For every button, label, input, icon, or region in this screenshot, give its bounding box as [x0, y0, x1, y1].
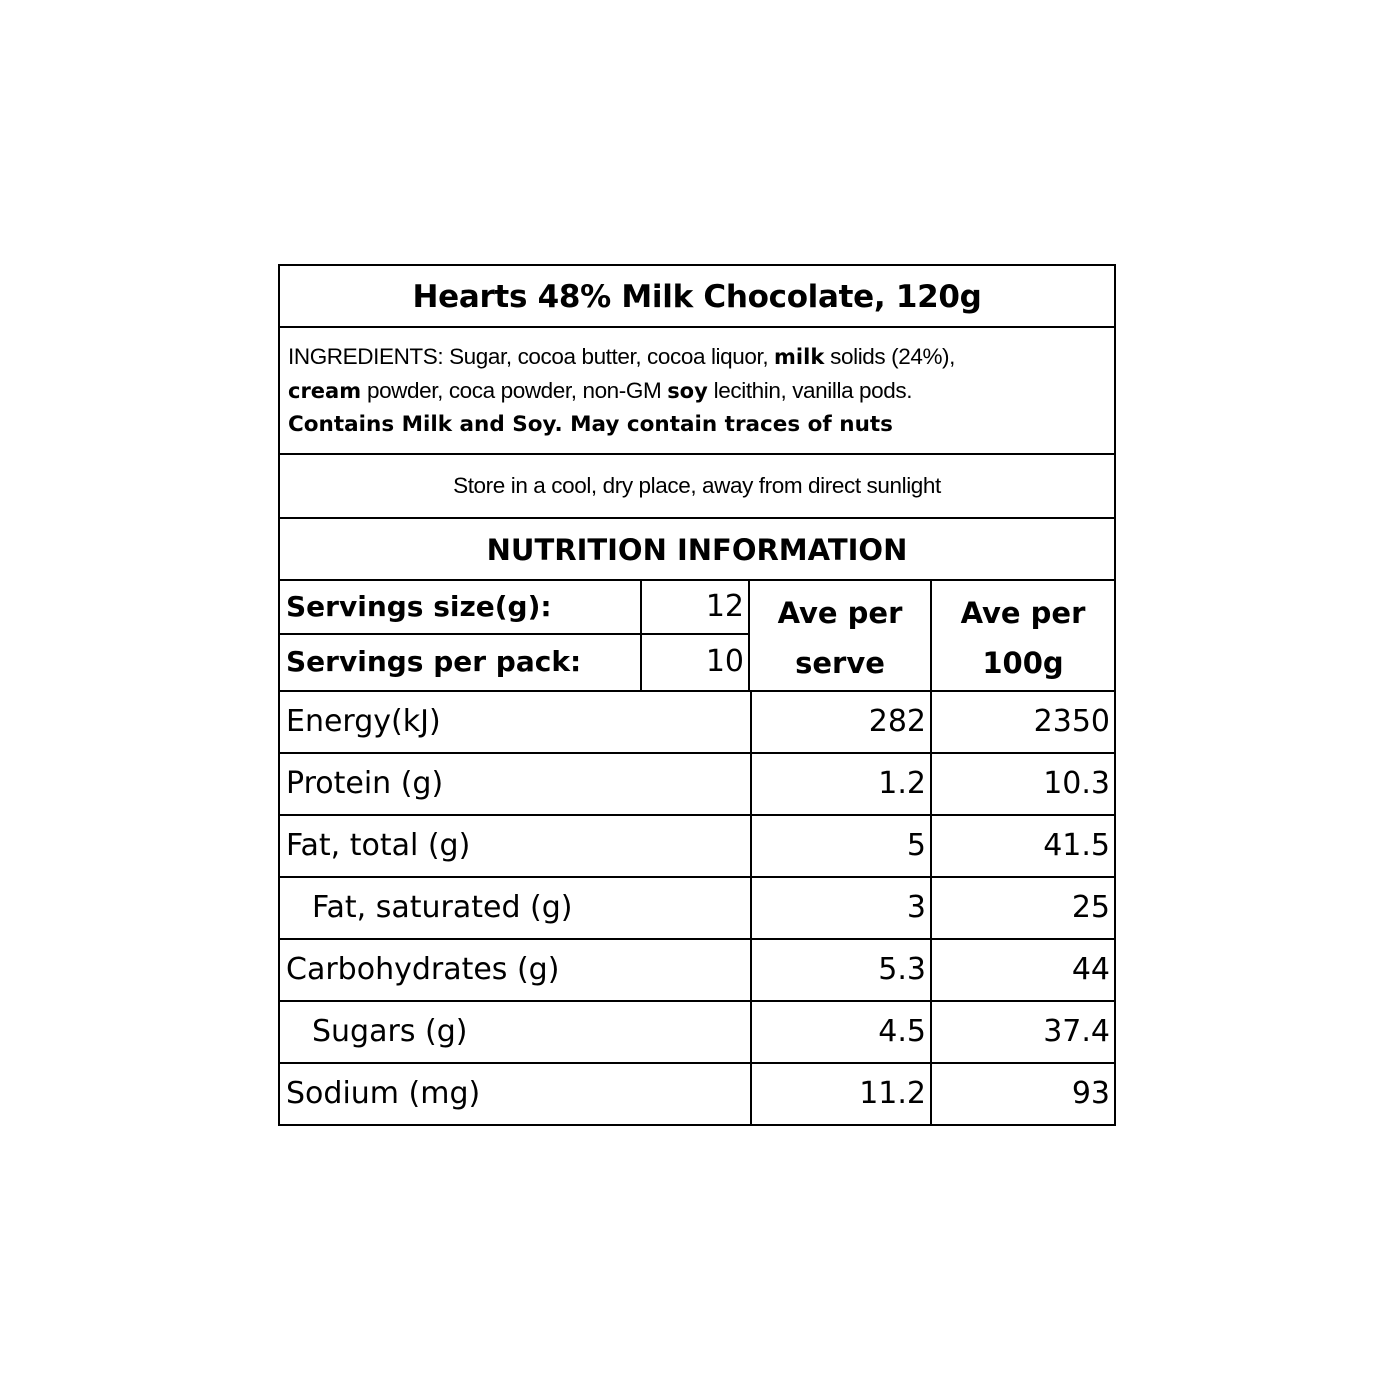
- allergen-soy: soy: [667, 379, 708, 403]
- value-per-serve: 5: [750, 816, 930, 876]
- value-per-serve: 3: [750, 878, 930, 938]
- table-row: [280, 814, 1114, 876]
- value-per-100g: 93: [930, 1064, 1114, 1124]
- storage-instructions: Store in a cool, dry place, away from direct sunlight: [280, 455, 1114, 519]
- value-per-serve: 1.2: [750, 754, 930, 814]
- value-per-serve: 4.5: [750, 1002, 930, 1062]
- table-row: [280, 1062, 1114, 1124]
- value-per-serve: 11.2: [750, 1064, 930, 1124]
- table-row: [280, 876, 1114, 938]
- nutrition-heading: NUTRITION INFORMATION: [280, 519, 1114, 581]
- nutrient-name: Carbohydrates (g): [286, 952, 560, 987]
- value-per-100g: 44: [930, 940, 1114, 1000]
- table-row: [280, 690, 1114, 752]
- nutrition-label: [278, 264, 1116, 1126]
- value-per-100g: 2350: [930, 692, 1114, 752]
- ingredients-block: [280, 328, 1114, 455]
- nutrient-name: Fat, saturated (g): [312, 890, 573, 925]
- ingredients-text: lecithin, vanilla pods.: [707, 378, 913, 403]
- value-per-100g: 10.3: [930, 754, 1114, 814]
- allergen-milk: milk: [774, 345, 825, 369]
- col-head-serve-line2: serve: [795, 646, 885, 680]
- servings-per-pack-value: 10: [640, 635, 750, 690]
- ingredients-text: INGREDIENTS: Sugar, cocoa butter, cocoa liquor,: [288, 344, 775, 369]
- value-per-100g: 37.4: [930, 1002, 1114, 1062]
- col-head-100g-line2: 100g: [982, 646, 1064, 680]
- nutrient-name: Sugars (g): [312, 1014, 468, 1049]
- col-head-serve: [750, 588, 930, 688]
- col-head-100g-line1: Ave per: [960, 596, 1086, 630]
- servings-per-pack-label: Servings per pack:: [286, 645, 582, 678]
- value-per-serve: 282: [750, 692, 930, 752]
- serving-size-label: Servings size(g):: [286, 590, 552, 623]
- ingredients-text: powder, coca powder, non-GM: [361, 378, 668, 403]
- table-row: [280, 1000, 1114, 1062]
- product-title: Hearts 48% Milk Chocolate, 120g: [280, 266, 1114, 328]
- serving-size-value: 12: [640, 581, 750, 635]
- value-per-serve: 5.3: [750, 940, 930, 1000]
- ingredients-line-1: [288, 340, 1108, 374]
- value-per-100g: 25: [930, 878, 1114, 938]
- table-row: [280, 752, 1114, 814]
- col-head-100g: [932, 588, 1114, 688]
- nutrient-name: Sodium (mg): [286, 1076, 481, 1111]
- table-row: [280, 938, 1114, 1000]
- nutrient-name: Fat, total (g): [286, 828, 471, 863]
- nutrient-name: Protein (g): [286, 766, 444, 801]
- ingredients-text: solids (24%),: [824, 344, 955, 369]
- col-head-serve-line1: Ave per: [777, 596, 903, 630]
- nutrient-name: Energy(kJ): [286, 704, 441, 739]
- ingredients-line-2: [288, 374, 1108, 408]
- allergen-warning: Contains Milk and Soy. May contain traces of nuts: [288, 412, 893, 437]
- value-per-100g: 41.5: [930, 816, 1114, 876]
- allergen-cream: cream: [288, 379, 362, 403]
